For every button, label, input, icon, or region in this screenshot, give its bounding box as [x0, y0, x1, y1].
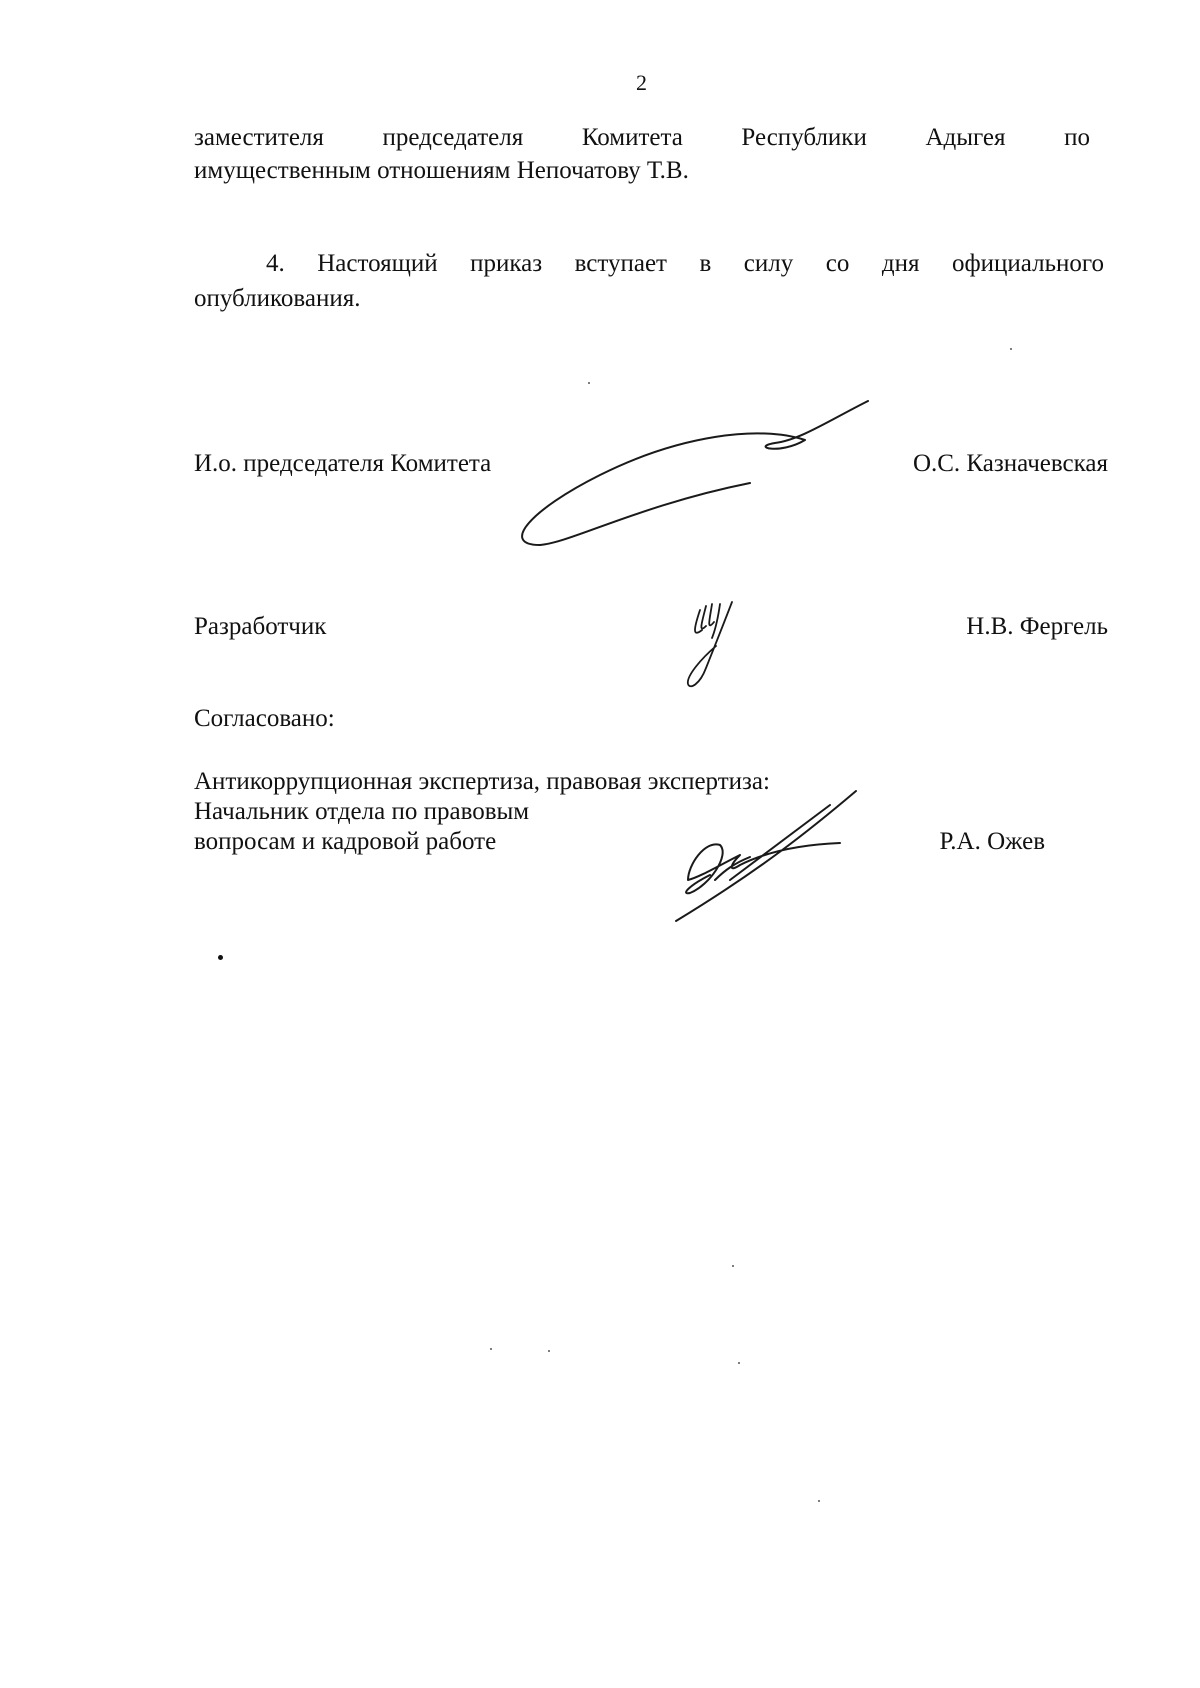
scan-speck	[818, 1500, 820, 1502]
word: силу	[743, 250, 794, 277]
chair-signature	[510, 395, 880, 562]
scan-speck	[738, 1362, 740, 1364]
page-number: 2	[636, 70, 647, 95]
approver-name: Р.А. Ожев	[939, 828, 1045, 855]
word: дня	[881, 250, 920, 277]
word: Адыгея	[925, 124, 1006, 151]
scan-speck	[732, 1265, 734, 1267]
word: Настоящий	[317, 250, 438, 277]
word: официального	[951, 250, 1105, 277]
developer-name: Н.В. Фергель	[966, 613, 1108, 640]
scan-speck	[548, 1350, 550, 1352]
word: со	[825, 250, 850, 277]
paragraph-3-line-1	[194, 124, 1090, 152]
word: 4.	[266, 250, 285, 277]
developer-signature	[672, 598, 752, 700]
scan-speck	[490, 1348, 492, 1350]
word: вступает	[574, 250, 667, 277]
word: заместителя	[194, 124, 324, 151]
approver-signature	[670, 785, 860, 932]
scan-speck	[218, 955, 223, 960]
approver-position-line-1: Начальник отдела по правовым	[194, 798, 530, 825]
developer-position: Разработчик	[194, 613, 327, 640]
approval-heading: Согласовано:	[194, 705, 335, 732]
approver-position-line-2: вопросам и кадровой работе	[194, 828, 497, 855]
word: Республики	[741, 124, 867, 151]
word: в	[699, 250, 712, 277]
paragraph-4-line-2: опубликования.	[194, 285, 361, 312]
word: председателя	[382, 124, 524, 151]
scan-speck	[1010, 348, 1012, 350]
paragraph-3-line-2: имущественным отношениям Непочатову Т.В.	[194, 157, 689, 184]
chair-name: О.С. Казначевская	[912, 450, 1108, 477]
expertise-line: Антикоррупционная экспертиза, правовая экспертиза:	[194, 768, 770, 795]
paragraph-4-line-1	[266, 250, 1104, 278]
word: по	[1064, 124, 1091, 151]
word: приказ	[470, 250, 543, 277]
word: Комитета	[581, 124, 683, 151]
chair-position: И.о. председателя Комитета	[194, 450, 492, 477]
scan-speck	[588, 382, 590, 384]
